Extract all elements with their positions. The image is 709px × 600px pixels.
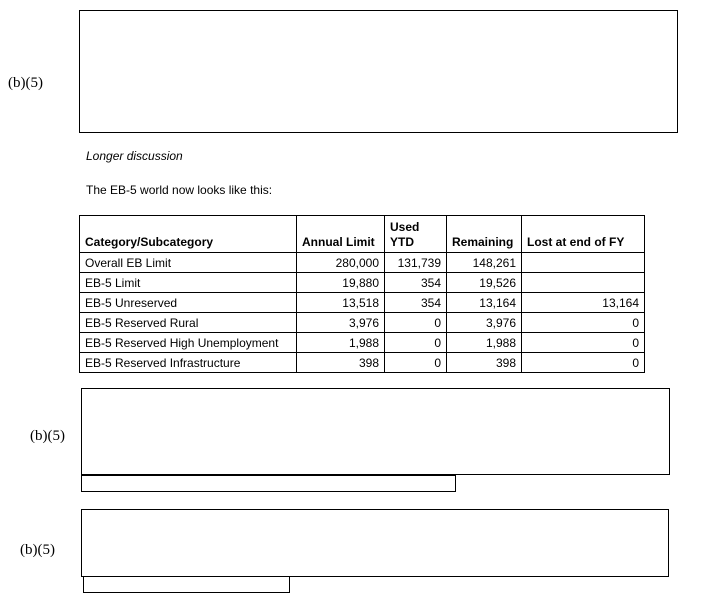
exemption-label-top: (b)(5) xyxy=(8,75,43,91)
redaction-box-bottom xyxy=(81,509,669,577)
header-annual-limit: Annual Limit xyxy=(297,216,385,253)
exemption-label-middle: (b)(5) xyxy=(30,428,65,444)
cell-remaining: 13,164 xyxy=(447,293,522,313)
cell-used-ytd: 354 xyxy=(385,273,447,293)
eb5-limits-table xyxy=(79,215,645,373)
cell-annual-limit: 3,976 xyxy=(297,313,385,333)
longer-discussion-note: Longer discussion xyxy=(86,149,183,163)
cell-used-ytd: 0 xyxy=(385,353,447,373)
intro-text: The EB-5 world now looks like this: xyxy=(86,183,273,197)
cell-category: EB-5 Reserved Rural xyxy=(80,313,297,333)
cell-annual-limit: 13,518 xyxy=(297,293,385,313)
cell-remaining: 1,988 xyxy=(447,333,522,353)
table-row xyxy=(80,293,645,313)
cell-category: EB-5 Unreserved xyxy=(80,293,297,313)
cell-used-ytd: 0 xyxy=(385,333,447,353)
table-row xyxy=(80,333,645,353)
cell-lost-end-fy: 13,164 xyxy=(522,293,645,313)
table-row xyxy=(80,253,645,273)
cell-annual-limit: 1,988 xyxy=(297,333,385,353)
cell-remaining: 19,526 xyxy=(447,273,522,293)
header-lost-end-fy: Lost at end of FY xyxy=(522,216,645,253)
cell-lost-end-fy xyxy=(522,273,645,293)
cell-category: EB-5 Reserved High Unemployment xyxy=(80,333,297,353)
header-remaining: Remaining xyxy=(447,216,522,253)
redaction-box-middle xyxy=(81,388,670,475)
cell-used-ytd: 354 xyxy=(385,293,447,313)
exemption-label-bottom: (b)(5) xyxy=(20,542,55,558)
redaction-box-top xyxy=(79,10,678,133)
redaction-box-bottom-line xyxy=(83,576,290,593)
header-used-ytd: Used YTD xyxy=(385,216,447,253)
table-header-row xyxy=(80,216,645,253)
cell-annual-limit: 19,880 xyxy=(297,273,385,293)
cell-remaining: 148,261 xyxy=(447,253,522,273)
header-category: Category/Subcategory xyxy=(80,216,297,253)
table-row xyxy=(80,313,645,333)
cell-used-ytd: 131,739 xyxy=(385,253,447,273)
cell-used-ytd: 0 xyxy=(385,313,447,333)
cell-category: EB-5 Limit xyxy=(80,273,297,293)
cell-category: Overall EB Limit xyxy=(80,253,297,273)
cell-remaining: 398 xyxy=(447,353,522,373)
cell-lost-end-fy: 0 xyxy=(522,353,645,373)
cell-lost-end-fy: 0 xyxy=(522,333,645,353)
cell-annual-limit: 280,000 xyxy=(297,253,385,273)
redaction-box-middle-line xyxy=(81,475,456,492)
cell-category: EB-5 Reserved Infrastructure xyxy=(80,353,297,373)
cell-remaining: 3,976 xyxy=(447,313,522,333)
table-row xyxy=(80,353,645,373)
cell-lost-end-fy xyxy=(522,253,645,273)
cell-annual-limit: 398 xyxy=(297,353,385,373)
cell-lost-end-fy: 0 xyxy=(522,313,645,333)
table-row xyxy=(80,273,645,293)
